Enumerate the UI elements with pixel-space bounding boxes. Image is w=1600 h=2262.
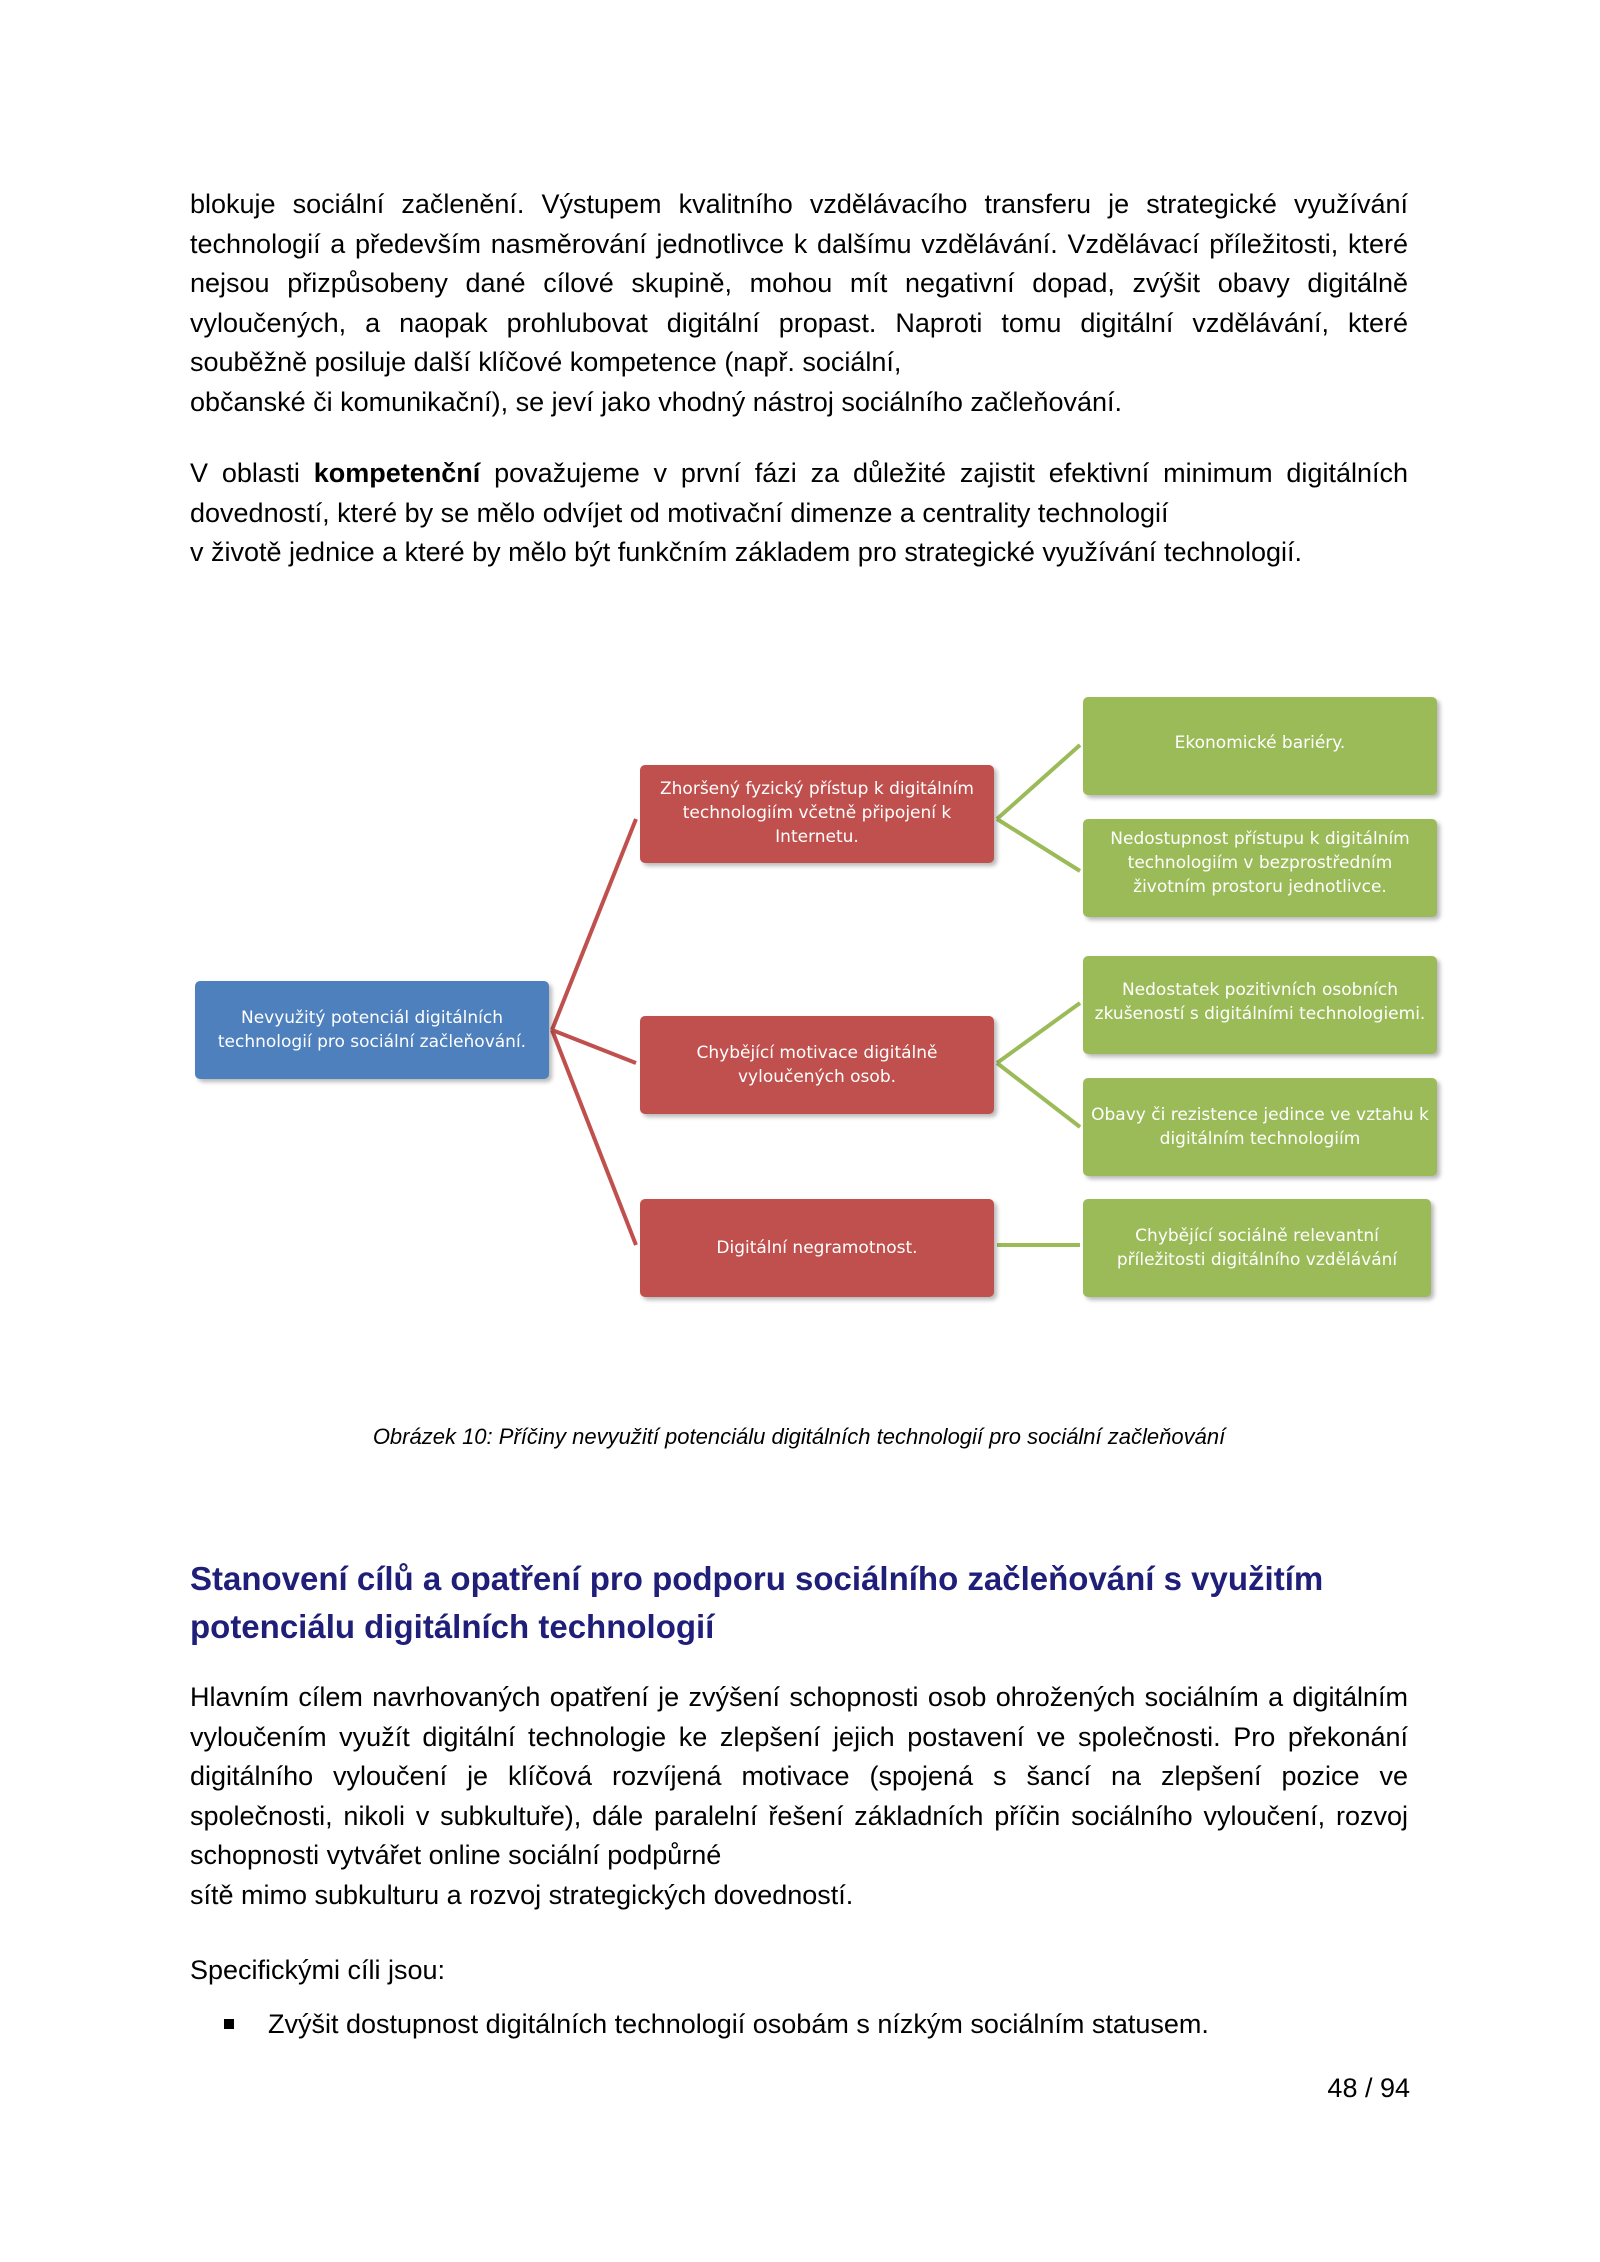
diagram-subcause-unavailability: [1083, 819, 1437, 917]
paragraph-main-goal-last-line: sítě mimo subkulturu a rozvoj strategických dovedností.: [190, 1879, 854, 1910]
connector-root-cause1: [552, 819, 636, 1030]
diagram-subcause-experience: [1083, 956, 1437, 1054]
diagram-subcause-label: Nedostatek pozitivních osobních zkušeností s digitálními technologiemi.: [1094, 980, 1426, 1024]
diagram-cause-label: Digitální negramotnost.: [716, 1238, 918, 1258]
paragraph-competence-prefix: V oblasti: [190, 458, 314, 488]
figure-caption: Obrázek 10: Příčiny nevyužití potenciálu digitálních technologií pro sociální začleňování: [372, 1424, 1226, 1449]
paragraph-intro-body: blokuje sociální začlenění. Výstupem kvalitního vzdělávacího transferu je strategické využívání technologií a především nasměrování jednotlivce k dalšímu vzdělávání. Vzdělávací příležitosti, které nejsou přizpůsobeny dané cílové skupině, mohou mít negativní dopad, zvýšit obavy digitálně vyloučených, a naopak prohlubovat digitální propast. Naproti tomu digitální vzdělávání, které souběžně posiluje další klíčové kompetence (např. sociální,: [190, 189, 1408, 377]
connector-cause2-sub2: [997, 1063, 1080, 1127]
diagram-cause-physical-access: [640, 765, 994, 863]
diagram-root-box: [195, 981, 549, 1079]
diagram-subcause-opportunities: [1083, 1199, 1431, 1297]
diagram-cause-label: Zhoršený fyzický přístup k digitálním technologiím včetně připojení k Internetu.: [660, 779, 974, 847]
diagram-subcause-label: Obavy či rezistence jedince ve vztahu k digitálním technologiím: [1091, 1105, 1429, 1149]
diagram-subcause-fears: [1083, 1078, 1437, 1176]
connector-cause2-sub1: [997, 1003, 1080, 1063]
paragraph-main-goal: [190, 1678, 1408, 1915]
diagram-cause-illiteracy: [640, 1199, 994, 1297]
paragraph-competence: [190, 454, 1408, 573]
connector-root-cause3: [552, 1030, 636, 1245]
diagram-subcause-economic: [1083, 697, 1437, 795]
connector-cause1-sub2: [997, 819, 1080, 871]
paragraph-competence-bold: kompetenční: [313, 458, 481, 488]
paragraph-competence-body: považujeme v první fázi za důležité zajistit efektivní minimum digitálních dovedností, které by se mělo odvíjet od motivační dimenze a centrality technologií: [190, 458, 1408, 528]
paragraph-intro-last-line: občanské či komunikační), se jeví jako vhodný nástroj sociálního začleňování.: [190, 386, 1123, 417]
section-heading: Stanovení cílů a opatření pro podporu sociálního začleňování s využitím potenciálu digitálních technologií: [190, 1560, 1324, 1645]
square-bullet-icon: [224, 2019, 234, 2029]
diagram-root-label: Nevyužitý potenciál digitálních technologií pro sociální začleňování.: [217, 1008, 527, 1052]
paragraph-intro: [190, 185, 1408, 422]
page-number: 48 / 94: [1327, 2073, 1410, 2103]
paragraph-competence-last-line: v životě jednice a které by mělo být funkčním základem pro strategické využívání technologií.: [190, 537, 1303, 567]
diagram-cause-motivation: [640, 1016, 994, 1114]
diagram-subcause-label: Nedostupnost přístupu k digitálním technologiím v bezprostředním životním prostoru jednotlivce.: [1110, 829, 1410, 897]
connector-cause1-sub1: [997, 745, 1080, 819]
diagram-cause-label: Chybějící motivace digitálně vyloučených osob.: [696, 1043, 938, 1087]
paragraph-specific-goals: Specifickými cíli jsou:: [190, 1955, 446, 1985]
bullet-text: Zvýšit dostupnost digitálních technologií osobám s nízkým sociálním statusem.: [268, 2009, 1209, 2039]
diagram-subcause-label: Ekonomické bariéry.: [1174, 733, 1346, 753]
paragraph-main-goal-body: Hlavním cílem navrhovaných opatření je zvýšení schopnosti osob ohrožených sociálním a digitálním vyloučením využít digitální technologie ke zlepšení jejich postavení ve společnosti. Pro překonání digitálního vyloučení je klíčová rozvíjená motivace (spojená s šancí na zlepšení pozice ve společnosti, nikoli v subkultuře), dále paralelní řešení základních příčin sociálního vyloučení, rozvoj schopnosti vytvářet online sociální podpůrné: [190, 1682, 1408, 1870]
connector-root-cause2: [552, 1030, 636, 1063]
diagram-subcause-label: Chybějící sociálně relevantní příležitosti digitálního vzdělávání: [1116, 1226, 1398, 1270]
